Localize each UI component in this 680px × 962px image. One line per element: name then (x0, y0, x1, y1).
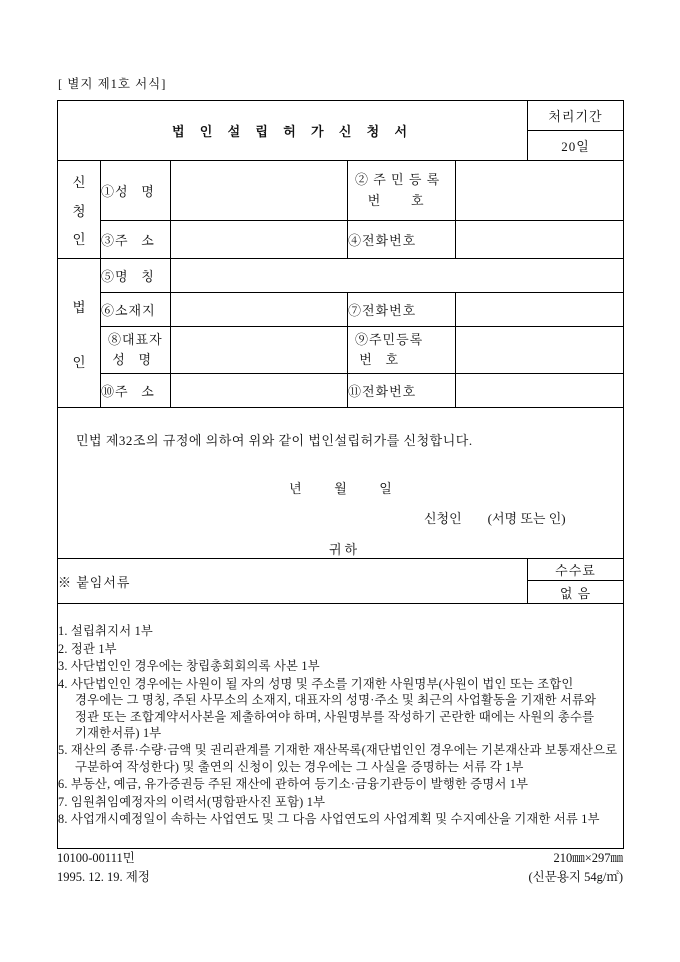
applicant-resident-no-label-line1: ② 주 민 등 록 (355, 172, 441, 188)
section-label-char: 신 (72, 175, 86, 190)
processing-period-label: 처리기간 (528, 101, 624, 131)
attachment-item-1: 1. 설립취지서 1부 (58, 624, 153, 639)
corporation-phone-field[interactable] (456, 293, 624, 327)
applicant-section-label-stack (58, 163, 100, 257)
attachment-item-6: 6. 부동산, 예금, 유가증권등 주된 재산에 관하여 등기소·금융기관등이 발행한 증명서 1부 (58, 777, 529, 792)
applicant-resident-no-label-line2: 번 호 (355, 192, 425, 208)
corporation-address-label: ⑩주 소 (101, 374, 171, 408)
representative-resident-no-label-line2: 번 호 (355, 352, 400, 367)
attachment-item-7: 7. 임원취임예정자의 이력서(명함판사진 포함) 1부 (58, 794, 326, 809)
applicant-name-field[interactable] (171, 161, 348, 221)
form-title: 법 인 설 립 허 가 신 청 서 (58, 101, 528, 161)
corporation-name-label: ⑤명 칭 (101, 259, 171, 293)
recipient-label: 귀하 (329, 542, 361, 557)
processing-period-value: 20일 (528, 131, 624, 161)
corporation-phone-label: ⑦전화번호 (348, 293, 456, 327)
attachment-item-8: 8. 사업개시예정일이 속하는 사업연도 및 그 다음 사업연도의 사업계획 및 수지예산을 기재한 서류 1부 (58, 812, 600, 827)
applicant-section-label (58, 161, 101, 259)
paper-spec: (신문용지 54g/㎡) (528, 869, 623, 884)
section-label-char: 인 (72, 232, 86, 247)
representative-name-label-line2: 성 명 (108, 352, 153, 367)
attachment-item-4: 4. 사단법인인 경우에는 사원이 될 자의 성명 및 주소를 기재한 사원명부(사원이 법인 또는 조합인 경우에는 그 명칭, 주된 사무소의 소재지, 대표자의 성명·주소 및 최근의 사업활동을 기재한 서류와 정관 또는 조합계약서사본을 제출하여야 하며, 사원명부를 작성하기 곤란한 때에는 사원의 총수를 기재한서류) 1부 (58, 676, 597, 740)
representative-resident-no-field[interactable] (456, 327, 624, 374)
applicant-address-label: ③주 소 (101, 221, 171, 259)
form-footer (57, 849, 623, 887)
corporation-phone2-label: ⑪전화번호 (348, 374, 456, 408)
corporation-name-field[interactable] (171, 259, 624, 293)
section-label-char: 인 (72, 354, 86, 370)
application-form-table (57, 100, 624, 849)
declaration-section (58, 408, 624, 559)
applicant-resident-no-field[interactable] (456, 161, 624, 221)
signature-line[interactable]: 신청인 (서명 또는 인) (424, 511, 566, 526)
applicant-address-field[interactable] (171, 221, 348, 259)
representative-name-label-line1: ⑧대표자 (108, 331, 163, 347)
applicant-phone-field[interactable] (456, 221, 624, 259)
representative-name-label (101, 327, 171, 374)
corporation-address-field[interactable] (171, 374, 348, 408)
representative-resident-no-label (348, 327, 456, 374)
representative-resident-no-label-line1: ⑨주민등록 (355, 331, 424, 347)
established-date: 1995. 12. 19. 제정 (57, 869, 150, 884)
section-label-char: 청 (72, 203, 86, 219)
form-reference-note: [ 별지 제1호 서식] (58, 77, 167, 91)
footer-left (57, 849, 150, 887)
attachments-label: ※ 붙임서류 (58, 559, 528, 604)
attachment-item-2: 2. 정관 1부 (58, 641, 117, 656)
section-label-char: 법 (72, 299, 86, 315)
corporation-location-field[interactable] (171, 293, 348, 327)
applicant-resident-no-label (348, 161, 456, 221)
doc-number: 10100-00111민 (57, 851, 135, 865)
corporation-section-label-stack (58, 261, 100, 406)
paper-size: 210㎜×297㎜ (553, 851, 623, 865)
applicant-phone-label: ④전화번호 (348, 221, 456, 259)
footer-right (529, 849, 623, 887)
fee-value: 없 음 (528, 581, 624, 604)
attachments-list (58, 604, 624, 849)
attachment-item-3: 3. 사단법인인 경우에는 창립총회회의록 사본 1부 (58, 659, 320, 674)
corporation-location-label: ⑥소재지 (101, 293, 171, 327)
attachment-item-5: 5. 재산의 종류·수량·금액 및 권리관계를 기재한 재산목록(재단법인인 경우에는 기본재산과 보통재산으로 구분하여 작성한다) 및 출연의 신청이 있는 경우에는 그 사실을 증명하는 서류 각 1부 (58, 743, 618, 774)
applicant-name-label: ①성 명 (101, 161, 171, 221)
fee-label: 수수료 (528, 559, 624, 581)
declaration-statement: 민법 제32조의 규정에 의하여 위와 같이 법인설립허가를 신청합니다. (76, 433, 473, 448)
corporation-section-label (58, 259, 101, 408)
date-fill-in-line[interactable]: 년 월 일 (289, 481, 392, 496)
representative-name-field[interactable] (171, 327, 348, 374)
corporation-phone2-field[interactable] (456, 374, 624, 408)
